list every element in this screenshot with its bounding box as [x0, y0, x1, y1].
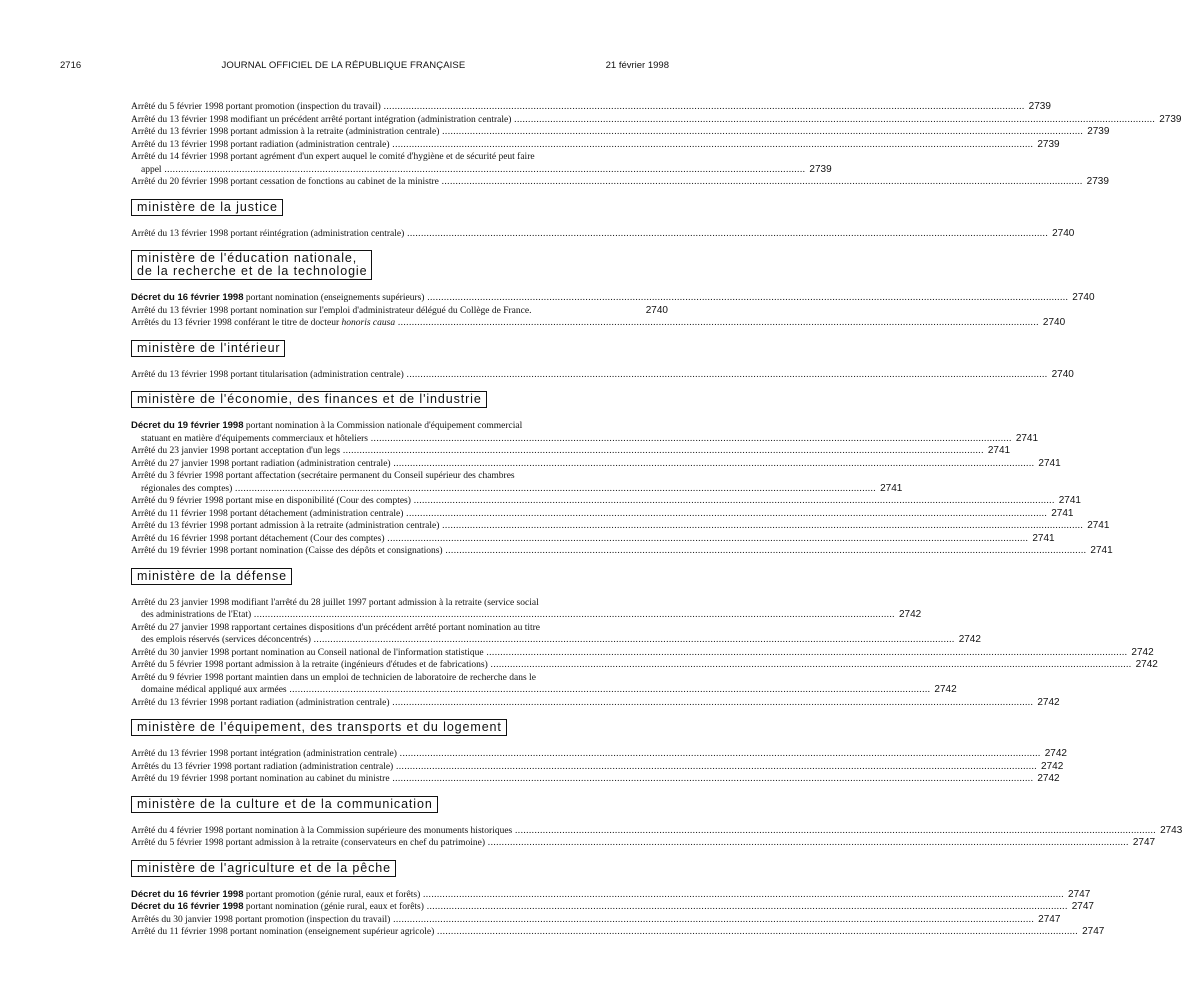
- toc-entry[interactable]: [131, 138, 1060, 152]
- entry-page-number: 2742: [1131, 646, 1154, 658]
- entry-page-number: 2742: [1037, 696, 1060, 708]
- entry-page-number: 2741: [1015, 432, 1039, 444]
- entry-title: [131, 445, 984, 458]
- entry-page-number: 2741: [987, 445, 1011, 456]
- toc-entry[interactable]: [131, 151, 832, 176]
- entry-page-number: 2739: [1028, 101, 1051, 112]
- entry-text: Arrêté du 9 février 1998 portant maintien dans un emploi de technicien de laboratoire de recherche dans le: [131, 672, 536, 683]
- toc-entry[interactable]: [131, 227, 1075, 241]
- toc-entry[interactable]: [131, 176, 1109, 189]
- entry-page-number: 2742: [958, 634, 981, 645]
- entry-lead: Décret du 16 février 1998: [131, 901, 244, 912]
- entry-title: [131, 761, 1037, 774]
- toc-entry[interactable]: [131, 470, 903, 495]
- entry-page-number: 2741: [880, 482, 903, 494]
- toc-entry[interactable]: [131, 126, 1110, 139]
- section-heading-line: ministère de la justice: [137, 199, 278, 214]
- entry-page-number: 2742: [1044, 748, 1067, 759]
- entry-title: [131, 470, 876, 495]
- entry-text: portant nomination (enseignements supérieurs): [243, 293, 425, 303]
- entry-title: [131, 508, 1047, 521]
- entry-text: Arrêté du 13 février 1998 portant nomination sur l'emploi d'administrateur délégué du Collège de France.: [131, 305, 532, 316]
- toc-entry[interactable]: [131, 520, 1110, 533]
- entry-title: [131, 545, 1086, 558]
- entry-text: Arrêté du 23 janvier 1998 portant acceptation d'un legs: [131, 446, 341, 456]
- toc-entry[interactable]: [131, 420, 1039, 445]
- entry-page-number: 2739: [1037, 138, 1060, 150]
- entry-title: [131, 126, 1083, 139]
- toc-entry[interactable]: [131, 646, 1154, 660]
- entry-page-number: 2740: [1052, 227, 1075, 239]
- entry-text-continued: des emplois réservés (services déconcentrés) .....: [131, 634, 955, 647]
- entry-text: Arrêté du 13 février 1998 portant admission à la retraite (administration centrale): [131, 127, 440, 137]
- entry-text: Arrêté du 13 février 1998 portant radiation (administration centrale): [131, 697, 390, 708]
- section: [131, 381, 1113, 558]
- entry-page-number: 2747: [1038, 913, 1061, 925]
- entry-page-number: 2742: [1037, 773, 1060, 784]
- entry-text: Arrêté du 4 février 1998 portant nomination à la Commission supérieure des monuments historiques: [131, 825, 513, 836]
- toc-entry[interactable]: [131, 672, 957, 697]
- toc-entry[interactable]: [131, 888, 1091, 902]
- entry-text: portant promotion (génie rural, eaux et forêts): [243, 889, 421, 900]
- entry-text: Arrêtés du 13 février 1998 conférant le titre de docteur: [131, 318, 342, 328]
- entry-page-number: 2739: [1086, 176, 1109, 187]
- entry-title: [131, 139, 1033, 152]
- toc-entry[interactable]: [131, 495, 1081, 508]
- entry-title: [131, 292, 1068, 305]
- entry-title: [131, 533, 1028, 546]
- entry-page-number: 2740: [1072, 292, 1095, 303]
- section-heading-line: ministère de l'intérieur: [137, 340, 281, 355]
- page-header: [60, 60, 669, 71]
- entry-text: Arrêté du 13 février 1998 portant intégration (administration centrale): [131, 749, 397, 759]
- section: [131, 709, 1067, 786]
- entry-text-continued: statuant en matière d'équipements commerciaux et hôteliers .....: [131, 433, 1012, 446]
- entry-text-continued: des administrations de l'Etat) .....: [131, 609, 895, 622]
- section-heading-line: ministère de la culture et de la communication: [137, 796, 433, 811]
- entry-text: Arrêté du 11 février 1998 portant détachement (administration centrale): [131, 508, 404, 519]
- entry-text-continued: domaine médical appliqué aux armées .....: [131, 684, 930, 697]
- entry-text: Arrêté du 13 février 1998 portant admission à la retraite (administration centrale): [131, 521, 440, 531]
- entry-page-number: 2740: [645, 304, 668, 316]
- section: [131, 786, 1182, 850]
- section-heading: [131, 199, 283, 216]
- entry-lead: Décret du 16 février 1998: [131, 292, 244, 303]
- section-heading: [131, 250, 372, 280]
- entry-text-continued: appel .....: [131, 164, 805, 177]
- table-of-contents: [131, 101, 1182, 939]
- entry-page-number: 2739: [1087, 126, 1110, 137]
- toc-entry[interactable]: [131, 305, 668, 318]
- section: [131, 189, 1075, 241]
- toc-entry[interactable]: [131, 773, 1060, 786]
- section-heading: [131, 340, 285, 357]
- section: [131, 330, 1074, 382]
- toc-entry[interactable]: [131, 837, 1156, 850]
- entry-text: Arrêté du 13 février 1998 portant réintégration (administration centrale): [131, 228, 405, 239]
- toc-entry[interactable]: [131, 368, 1074, 382]
- entry-text: Arrêtés du 30 janvier 1998 portant promotion (inspection du travail): [131, 914, 391, 925]
- toc-entry[interactable]: [131, 760, 1064, 774]
- toc-entry[interactable]: [131, 317, 1066, 330]
- entry-page-number: 2741: [1087, 520, 1110, 531]
- entry-page-number: 2747: [1082, 926, 1105, 937]
- entry-text: Arrêté du 11 février 1998 portant nomination (enseignement supérieur agricole): [131, 927, 435, 937]
- entry-title: [131, 647, 1127, 660]
- section-heading: [131, 860, 396, 877]
- section-heading-line: de la recherche et de la technologie: [137, 264, 368, 278]
- entry-page-number: 2740: [1042, 317, 1066, 328]
- entry-text: Arrêtés du 13 février 1998 portant radiation (administration centrale): [131, 761, 394, 772]
- section: [131, 240, 1095, 330]
- entry-lead: Décret du 19 février 1998: [131, 420, 244, 431]
- entry-title: [131, 458, 1034, 471]
- toc-entry[interactable]: [131, 545, 1113, 558]
- entry-page-number: 2741: [1058, 495, 1081, 506]
- section-heading-line: ministère de la défense: [137, 568, 287, 583]
- entry-text: Arrêté du 13 février 1998 portant titularisation (administration centrale): [131, 369, 404, 380]
- entry-title: [131, 914, 1034, 927]
- entry-page-number: 2741: [1051, 507, 1074, 519]
- toc-entry[interactable]: [131, 597, 922, 622]
- entry-page-number: 2747: [1068, 888, 1091, 900]
- section-heading: [131, 796, 438, 813]
- entry-page-number: 2742: [1135, 659, 1158, 670]
- toc-entry[interactable]: [131, 696, 1060, 710]
- section-heading: [131, 391, 487, 408]
- entry-text: portant nomination à la Commission nationale d'équipement commercial: [243, 421, 523, 431]
- entry-text: Arrêté du 9 février 1998 portant mise en disponibilité (Cour des comptes): [131, 496, 411, 506]
- entry-page-number: 2741: [1032, 532, 1055, 544]
- section-heading-line: ministère de l'éducation nationale,: [137, 251, 358, 265]
- entry-title: [131, 837, 1129, 850]
- entry-text: Arrêté du 13 février 1998 portant radiation (administration centrale): [131, 139, 390, 150]
- toc-entry[interactable]: [131, 926, 1105, 939]
- section: [131, 101, 1182, 189]
- page-number: 2716: [60, 60, 82, 71]
- toc-entry[interactable]: [131, 901, 1094, 914]
- entry-title: [131, 659, 1132, 672]
- section: [131, 558, 1158, 710]
- toc-entry[interactable]: [131, 507, 1074, 521]
- toc-entry[interactable]: [131, 445, 1011, 458]
- entry-title: [131, 114, 1155, 127]
- entry-title: [131, 305, 628, 318]
- entry-text-continued: régionales des comptes) .....: [131, 483, 876, 496]
- toc-entry[interactable]: [131, 748, 1067, 761]
- issue-date: 21 février 1998: [605, 60, 669, 71]
- entry-title: [131, 597, 895, 622]
- entry-page-number: 2742: [934, 684, 957, 695]
- entry-page-number: 2739: [1159, 113, 1182, 125]
- toc-entry[interactable]: [131, 824, 1182, 838]
- entry-text: Arrêté du 13 février 1998 modifiant un précédent arrêté portant intégration (administration centrale): [131, 114, 512, 125]
- entry-title: [131, 697, 1033, 710]
- entry-title: [131, 748, 1041, 761]
- entry-text: portant nomination (génie rural, eaux et forêts): [243, 902, 424, 912]
- toc-entry[interactable]: [131, 292, 1095, 305]
- toc-entry[interactable]: [131, 622, 981, 647]
- entry-title: [131, 520, 1083, 533]
- entry-text: Arrêté du 5 février 1998 portant admission à la retraite (ingénieurs d'études et de fabrications): [131, 660, 488, 670]
- entry-text: Arrêté du 5 février 1998 portant promotion (inspection du travail): [131, 102, 381, 112]
- section-heading: [131, 719, 507, 736]
- entry-page-number: 2742: [1041, 760, 1064, 772]
- entry-text: Arrêté du 14 février 1998 portant agrément d'un expert auquel le comité d'hygiène et de sécurité peut faire: [131, 152, 535, 162]
- entry-page-number: 2740: [1051, 368, 1074, 380]
- toc-entry[interactable]: [131, 659, 1158, 672]
- entry-text: Arrêté du 27 janvier 1998 portant radiation (administration centrale): [131, 458, 391, 469]
- entry-title: [131, 151, 805, 176]
- toc-entry[interactable]: [131, 457, 1061, 471]
- section: [131, 850, 1105, 939]
- entry-text: Arrêté du 19 février 1998 portant nomination au cabinet du ministre: [131, 774, 390, 784]
- section-heading: [131, 568, 292, 585]
- entry-title: [131, 495, 1055, 508]
- entry-text: Arrêté du 30 janvier 1998 portant nomination au Conseil national de l'information statistique: [131, 647, 484, 658]
- entry-page-number: 2741: [1038, 457, 1061, 469]
- entry-title: [131, 889, 1064, 902]
- entry-title: [131, 420, 1012, 445]
- entry-text: Arrêté du 5 février 1998 portant admission à la retraite (conservateurs en chef du patrimoine): [131, 838, 486, 848]
- section-heading-line: ministère de l'économie, des finances et de l'industrie: [137, 392, 482, 406]
- entry-text: Arrêté du 16 février 1998 portant détachement (Cour des comptes): [131, 533, 385, 544]
- entry-page-number: 2747: [1071, 901, 1094, 912]
- entry-title: [131, 901, 1068, 914]
- section-heading-line: ministère de l'agriculture et de la pêche: [137, 860, 391, 875]
- entry-page-number: 2742: [898, 609, 922, 620]
- toc-entry[interactable]: [131, 113, 1182, 127]
- entry-title: [131, 317, 1039, 330]
- entry-title: [131, 176, 1083, 189]
- entry-page-number: 2741: [1090, 545, 1113, 556]
- entry-page-number: 2739: [809, 163, 832, 175]
- entry-title: [131, 926, 1078, 939]
- entry-page-number: 2747: [1132, 837, 1156, 848]
- entry-page-number: 2743: [1160, 824, 1182, 836]
- entry-lead: Décret du 16 février 1998: [131, 888, 244, 900]
- entry-text: Arrêté du 3 février 1998 portant affectation (secrétaire permanent du Conseil supérieur des chambres: [131, 471, 515, 481]
- entry-title: [131, 369, 1048, 382]
- toc-entry[interactable]: [131, 532, 1055, 546]
- entry-text: Arrêté du 27 janvier 1998 rapportant certaines dispositions d'un précédent arrêté portant nomination au titre: [131, 622, 541, 633]
- journal-title: JOURNAL OFFICIEL DE LA RÉPUBLIQUE FRANÇAISE: [221, 60, 466, 71]
- entry-title: [131, 672, 930, 697]
- entry-title: [131, 228, 1048, 241]
- entry-text: Arrêté du 19 février 1998 portant nomination (Caisse des dépôts et consignations): [131, 546, 443, 556]
- entry-italic: honoris causa: [341, 318, 396, 328]
- toc-entry[interactable]: [131, 101, 1051, 114]
- entry-title: [131, 622, 955, 647]
- entry-text: Arrêté du 20 février 1998 portant cessation de fonctions au cabinet de la ministre: [131, 177, 439, 187]
- section-heading-line: ministère de l'équipement, des transports et du logement: [137, 720, 502, 734]
- entry-title: [131, 825, 1156, 838]
- entry-title: [131, 101, 1025, 114]
- toc-entry[interactable]: [131, 913, 1061, 927]
- entry-title: [131, 773, 1033, 786]
- entry-text: Arrêté du 23 janvier 1998 modifiant l'arrêté du 28 juillet 1997 portant admission à la retraite (service social: [131, 597, 539, 608]
